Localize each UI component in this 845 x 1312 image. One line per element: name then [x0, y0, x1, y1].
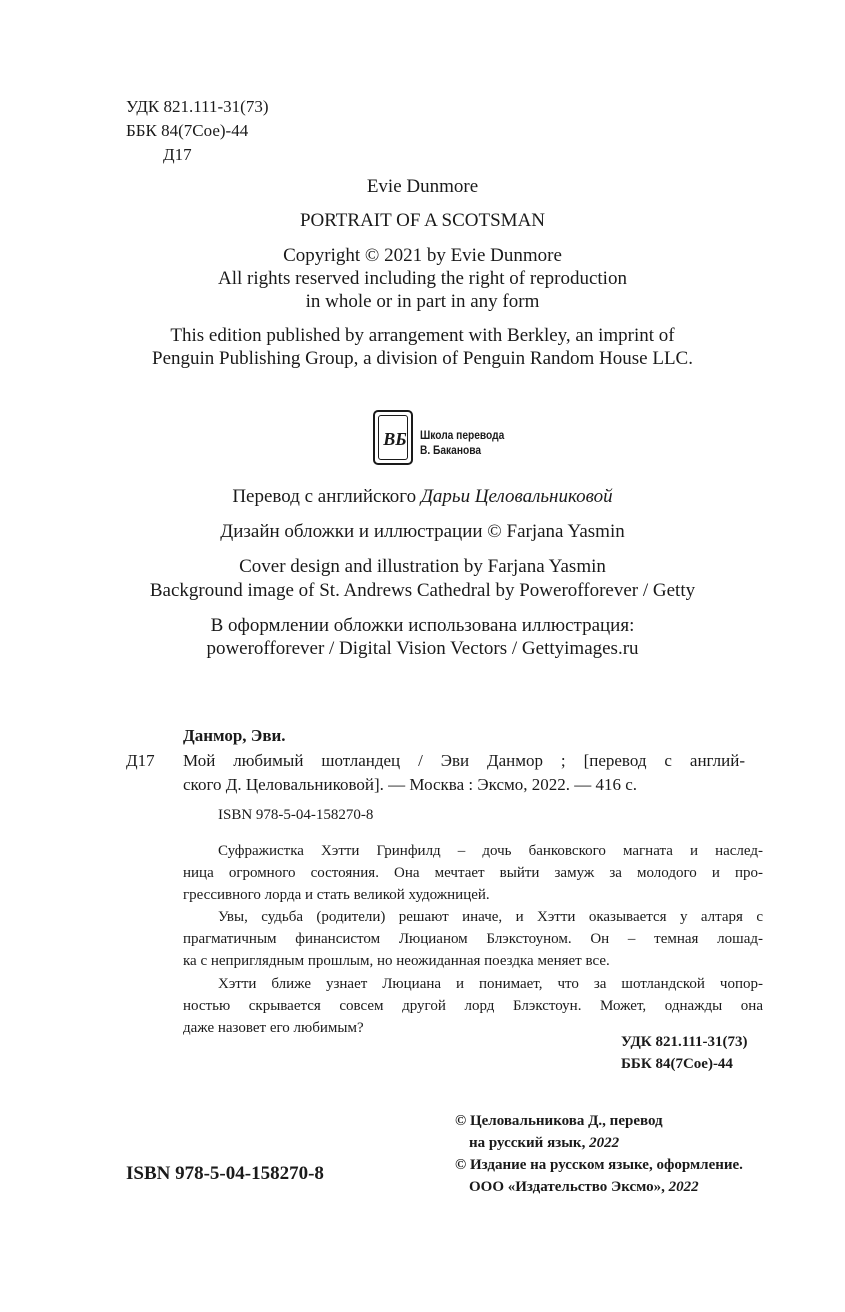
translation-prefix: Перевод с английского — [232, 486, 417, 507]
annotation-p3-l2: ностью скрывается совсем другой лорд Блэкстоун. Может, однажды она — [183, 998, 763, 1014]
original-title: PORTRAIT OF A SCOTSMAN — [299, 210, 546, 231]
annotation-bbk: ББК 84(7Сое)-44 — [621, 1056, 733, 1072]
annotation-p2-l2: прагматичным финансистом Люцианом Блэкстоуном. Он – темная лошад- — [183, 931, 763, 947]
catalog-isbn: ISBN 978-5-04-158270-8 — [218, 807, 374, 823]
annotation-udk: УДК 821.111-31(73) — [621, 1034, 748, 1050]
copyright-edition-year: 2022 — [668, 1179, 699, 1195]
logo-text — [420, 428, 504, 458]
annotation-p1-l2: ница огромного состояния. Она мечтает выйти замуж за молодого и про- — [183, 865, 763, 881]
translator-name: Дарьи Целовальниковой — [420, 486, 613, 507]
copyright-translation-prefix: на русский язык, — [469, 1135, 586, 1151]
annotation-p3-l3: даже назовет его любимым? — [183, 1020, 364, 1036]
catalog-desc-2: ского Д. Целовальниковой]. — Москва : Эксмо, 2022. — 416 с. — [183, 775, 638, 794]
annotation-p1-l3: грессивного лорда и стать великой художницей. — [183, 887, 490, 903]
logo-line-2: В. Баканова — [420, 443, 482, 457]
udk-code: УДК 821.111-31(73) — [126, 97, 269, 116]
catalog-mark: Д17 — [126, 751, 155, 770]
annotation-p3-l1: Хэтти ближе узнает Люциана и понимает, что за шотландской чопор- — [218, 976, 763, 992]
copyright-translation-year: 2022 — [589, 1135, 620, 1151]
annotation-p2-l3: ка с неприглядным прошлым, но неожиданная поездка меняет все. — [183, 953, 610, 969]
logo-mark: ВБ — [383, 429, 407, 449]
author-mark: Д17 — [163, 145, 192, 164]
annotation-p1-l1: Суфражистка Хэтти Гринфилд – дочь банковского магната и наслед- — [218, 843, 763, 859]
catalog-desc-1: Мой любимый шотландец / Эви Данмор ; [перевод с англий- — [183, 751, 745, 770]
catalog-heading: Данмор, Эви. — [183, 726, 286, 745]
logo-line-1: Школа перевода — [420, 428, 505, 442]
original-author: Evie Dunmore — [366, 176, 479, 197]
copyright-edition-l1: © Издание на русском языке, оформление. — [455, 1157, 743, 1173]
bbk-code: ББК 84(7Сое)-44 — [126, 121, 249, 140]
copyright-translation-l1: © Целовальникова Д., перевод — [455, 1113, 663, 1129]
edition-line-2: Penguin Publishing Group, a division of Penguin Random House LLC. — [152, 348, 693, 369]
school-logo-icon — [373, 410, 413, 465]
annotation-p2-l1: Увы, судьба (родители) решают иначе, и Хэтти оказывается у алтаря с — [218, 909, 763, 925]
edition-line-1: This edition published by arrangement with Berkley, an imprint of — [170, 325, 675, 346]
rights-line-2: in whole or in part in any form — [305, 291, 540, 312]
design-credit-ru: Дизайн обложки и иллюстрации © Farjana Yasmin — [220, 521, 625, 542]
background-credit-en: Background image of St. Andrews Cathedral by Powerofforever / Getty — [149, 580, 696, 601]
copyright-line: Copyright © 2021 by Evie Dunmore — [283, 245, 562, 266]
footer-isbn: ISBN 978-5-04-158270-8 — [126, 1163, 324, 1184]
copyright-edition-l2 — [469, 1179, 699, 1196]
copyright-edition-prefix: ООО «Издательство Эксмо», — [469, 1179, 665, 1195]
illustration-source: powerofforever / Digital Vision Vectors / Gettyimages.ru — [206, 638, 639, 659]
cover-design-en: Cover design and illustration by Farjana Yasmin — [239, 556, 606, 577]
illustration-credit-ru: В оформлении обложки использована иллюстрация: — [210, 615, 635, 636]
copyright-translation-l2 — [469, 1135, 619, 1152]
rights-line-1: All rights reserved including the right of reproduction — [218, 268, 627, 289]
translation-credit — [0, 486, 845, 508]
